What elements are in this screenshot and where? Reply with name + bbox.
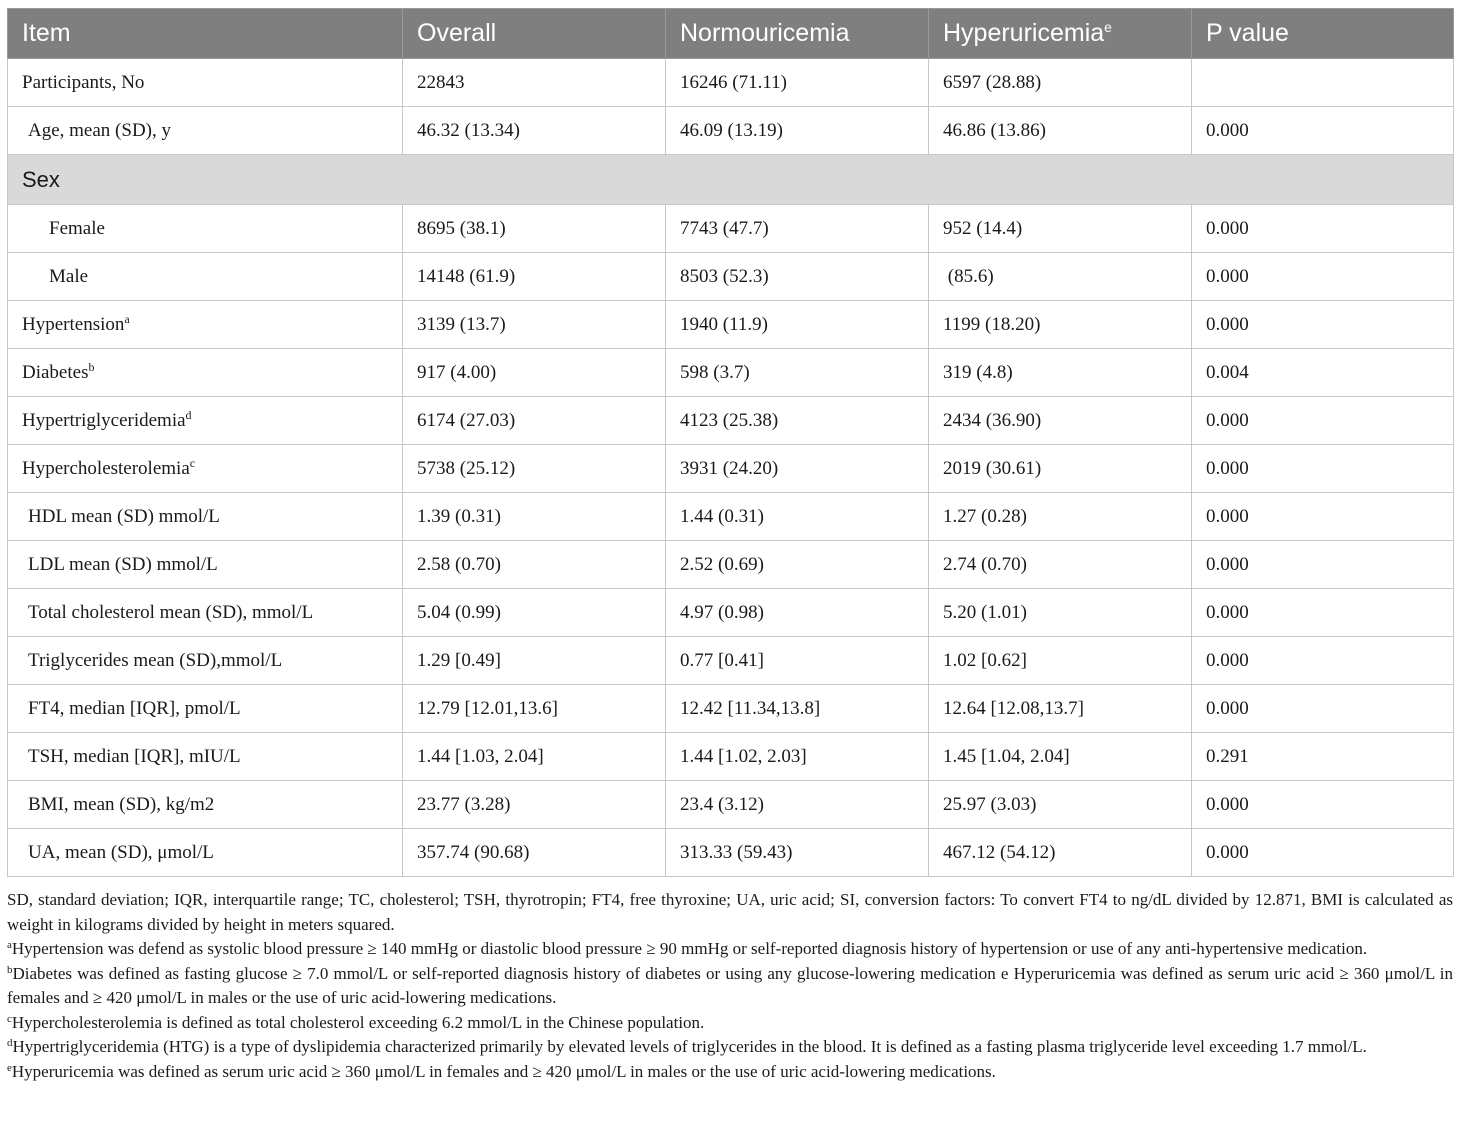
cell-normouricemia: 12.42 [11.34,13.8] <box>666 685 929 733</box>
header-label: Hyperuricemia <box>943 19 1105 47</box>
table-row <box>8 733 1454 781</box>
cell-item <box>8 205 403 253</box>
cell-item <box>8 781 403 829</box>
header-p-value <box>1192 9 1454 59</box>
item-label: Male <box>49 265 89 287</box>
cell-item <box>8 685 403 733</box>
cell-p-value: 0.000 <box>1192 397 1454 445</box>
cell-normouricemia: 598 (3.7) <box>666 349 929 397</box>
cell-normouricemia: 16246 (71.11) <box>666 59 929 107</box>
cell-p-value: 0.291 <box>1192 733 1454 781</box>
table-row <box>8 637 1454 685</box>
cell-overall: 22843 <box>403 59 666 107</box>
table-row <box>8 59 1454 107</box>
table-row <box>8 493 1454 541</box>
cell-p-value: 0.000 <box>1192 493 1454 541</box>
cell-normouricemia: 23.4 (3.12) <box>666 781 929 829</box>
cell-overall: 1.44 [1.03, 2.04] <box>403 733 666 781</box>
item-label: TSH, median [IQR], mIU/L <box>28 745 241 767</box>
table-row <box>8 589 1454 637</box>
cell-overall: 14148 (61.9) <box>403 253 666 301</box>
cell-normouricemia: 1.44 [1.02, 2.03] <box>666 733 929 781</box>
cell-overall: 12.79 [12.01,13.6] <box>403 685 666 733</box>
table-row <box>8 781 1454 829</box>
footnote-marker: d <box>7 1037 13 1049</box>
cell-normouricemia: 1940 (11.9) <box>666 301 929 349</box>
cell-overall: 23.77 (3.28) <box>403 781 666 829</box>
cell-hyperuricemia: 952 (14.4) <box>929 205 1192 253</box>
cell-hyperuricemia: 1.27 (0.28) <box>929 493 1192 541</box>
item-label: FT4, median [IQR], pmol/L <box>28 697 241 719</box>
cell-overall: 3139 (13.7) <box>403 301 666 349</box>
cell-hyperuricemia: 1.45 [1.04, 2.04] <box>929 733 1192 781</box>
cell-overall: 2.58 (0.70) <box>403 541 666 589</box>
cell-normouricemia: 7743 (47.7) <box>666 205 929 253</box>
table-row <box>8 829 1454 877</box>
cell-hyperuricemia: 12.64 [12.08,13.7] <box>929 685 1192 733</box>
item-label: Female <box>49 217 105 239</box>
header-label: Normouricemia <box>680 19 850 47</box>
footnote <box>7 1060 1453 1085</box>
table-row <box>8 685 1454 733</box>
footnote-text: Diabetes was defined as fasting glucose ≥ 7.0 mmol/L or self-reported diagnosis history of diabetes or using any glucose-lowering medication e Hyperuricemia was defined as serum uric acid ≥ 360 μmol/L in females and ≥ 420 μmol/L in males or the use of uric acid-lowering medications. <box>7 963 1453 1007</box>
cell-hyperuricemia: 2.74 (0.70) <box>929 541 1192 589</box>
footnotes <box>7 888 1453 1084</box>
cell-overall: 5.04 (0.99) <box>403 589 666 637</box>
cell-p-value: 0.000 <box>1192 829 1454 877</box>
header-label: Overall <box>417 19 497 47</box>
cell-item <box>8 59 403 107</box>
table-container <box>7 8 1453 877</box>
cell-hyperuricemia: 5.20 (1.01) <box>929 589 1192 637</box>
cell-normouricemia: 3931 (24.20) <box>666 445 929 493</box>
cell-normouricemia: 4.97 (0.98) <box>666 589 929 637</box>
header-label: P value <box>1206 19 1289 47</box>
cell-hyperuricemia: 25.97 (3.03) <box>929 781 1192 829</box>
item-label: HDL mean (SD) mmol/L <box>28 505 220 527</box>
cell-p-value: 0.000 <box>1192 205 1454 253</box>
footnote-marker: b <box>7 963 13 976</box>
cell-normouricemia: 2.52 (0.69) <box>666 541 929 589</box>
item-label: UA, mean (SD), μmol/L <box>28 841 214 863</box>
cell-p-value: 0.000 <box>1192 781 1454 829</box>
cell-hyperuricemia: 46.86 (13.86) <box>929 107 1192 155</box>
cell-hyperuricemia: 1.02 [0.62] <box>929 637 1192 685</box>
footnote-text: Hyperuricemia was defined as serum uric acid ≥ 360 μmol/L in females and ≥ 420 μmol/L in males or the use of uric acid-lowering medications. <box>11 1061 996 1081</box>
footnote <box>7 888 1453 937</box>
item-label: Triglycerides mean (SD),mmol/L <box>28 649 283 671</box>
cell-hyperuricemia: 467.12 (54.12) <box>929 829 1192 877</box>
item-label: Participants, No <box>22 71 145 93</box>
cell-item <box>8 493 403 541</box>
cell-overall: 5738 (25.12) <box>403 445 666 493</box>
table-header <box>8 9 1454 59</box>
cell-p-value: 0.000 <box>1192 637 1454 685</box>
cell-hyperuricemia: 319 (4.8) <box>929 349 1192 397</box>
cell-normouricemia: 4123 (25.38) <box>666 397 929 445</box>
cell-p-value <box>1192 59 1454 107</box>
footnote-text: Hypercholesterolemia is defined as total cholesterol exceeding 6.2 mmol/L in the Chinese population. <box>11 1012 705 1032</box>
footnote-text: Hypertension was defend as systolic blood pressure ≥ 140 mmHg or diastolic blood pressure ≥ 90 mmHg or self-reported diagnosis history of hypertension or use of any anti-hypertensive medication. <box>11 939 1368 958</box>
table-row <box>8 397 1454 445</box>
item-superscript: d <box>185 407 192 422</box>
cell-item <box>8 445 403 493</box>
cell-normouricemia: 0.77 [0.41] <box>666 637 929 685</box>
cell-hyperuricemia: 1199 (18.20) <box>929 301 1192 349</box>
cell-item <box>8 397 403 445</box>
footnote-marker: c <box>7 1012 12 1025</box>
cell-item <box>8 829 403 877</box>
cell-p-value: 0.000 <box>1192 589 1454 637</box>
cell-overall: 917 (4.00) <box>403 349 666 397</box>
cell-p-value: 0.000 <box>1192 445 1454 493</box>
item-label: LDL mean (SD) mmol/L <box>28 553 218 575</box>
cell-p-value: 0.000 <box>1192 107 1454 155</box>
item-label: Hypercholesterolemia <box>22 457 190 479</box>
section-row <box>8 155 1454 205</box>
table-row <box>8 107 1454 155</box>
cell-overall: 46.32 (13.34) <box>403 107 666 155</box>
cell-p-value: 0.000 <box>1192 685 1454 733</box>
cell-item <box>8 541 403 589</box>
cell-p-value: 0.004 <box>1192 349 1454 397</box>
table-row <box>8 205 1454 253</box>
cell-item <box>8 349 403 397</box>
table-body <box>8 59 1454 877</box>
footnote-text: SD, standard deviation; IQR, interquartile range; TC, cholesterol; TSH, thyrotropin; FT4, free thyroxine; UA, uric acid; SI, conversion factors: To convert FT4 to ng/dL divided by 12.871, BMI is calculated as weight in kilograms divided by height in meters squared. <box>7 890 1453 934</box>
item-label: Age, mean (SD), y <box>28 119 171 141</box>
table-row <box>8 349 1454 397</box>
header-label: Item <box>22 19 71 47</box>
cell-item <box>8 589 403 637</box>
section-label: Sex <box>8 155 1454 205</box>
table-row <box>8 253 1454 301</box>
data-table <box>7 8 1454 877</box>
table-row <box>8 301 1454 349</box>
table-row <box>8 445 1454 493</box>
cell-overall: 357.74 (90.68) <box>403 829 666 877</box>
item-superscript: b <box>88 359 95 374</box>
cell-overall: 1.29 [0.49] <box>403 637 666 685</box>
item-label: Total cholesterol mean (SD), mmol/L <box>28 601 314 623</box>
cell-item <box>8 301 403 349</box>
item-superscript: c <box>189 455 196 470</box>
item-superscript: a <box>124 311 130 326</box>
table-row <box>8 541 1454 589</box>
cell-item <box>8 253 403 301</box>
cell-item <box>8 733 403 781</box>
header-hyperuricemia <box>929 9 1192 59</box>
item-label: Diabetes <box>22 361 89 383</box>
item-label: Hypertriglyceridemia <box>22 409 186 431</box>
header-normouricemia <box>666 9 929 59</box>
header-item <box>8 9 403 59</box>
cell-normouricemia: 46.09 (13.19) <box>666 107 929 155</box>
cell-hyperuricemia: 2434 (36.90) <box>929 397 1192 445</box>
cell-normouricemia: 8503 (52.3) <box>666 253 929 301</box>
cell-overall: 1.39 (0.31) <box>403 493 666 541</box>
cell-p-value: 0.000 <box>1192 541 1454 589</box>
cell-overall: 8695 (38.1) <box>403 205 666 253</box>
item-label: Hypertension <box>22 313 125 335</box>
footnote <box>7 1011 1453 1036</box>
cell-p-value: 0.000 <box>1192 301 1454 349</box>
cell-p-value: 0.000 <box>1192 253 1454 301</box>
cell-hyperuricemia: 6597 (28.88) <box>929 59 1192 107</box>
header-superscript: e <box>1104 19 1112 35</box>
cell-normouricemia: 1.44 (0.31) <box>666 493 929 541</box>
footnote <box>7 937 1453 962</box>
cell-item <box>8 107 403 155</box>
cell-hyperuricemia: 2019 (30.61) <box>929 445 1192 493</box>
header-row <box>8 9 1454 59</box>
header-overall <box>403 9 666 59</box>
cell-item <box>8 637 403 685</box>
cell-hyperuricemia: (85.6) <box>929 253 1192 301</box>
footnote <box>7 1035 1453 1060</box>
item-label: BMI, mean (SD), kg/m2 <box>28 793 215 815</box>
cell-overall: 6174 (27.03) <box>403 397 666 445</box>
footnote-marker: a <box>7 939 12 951</box>
footnote <box>7 962 1453 1011</box>
footnote-text: Hypertriglyceridemia (HTG) is a type of dyslipidemia characterized primarily by elevated levels of triglycerides in the blood. It is defined as a fasting plasma triglyceride level exceeding 1.7 mmol/L. <box>12 1037 1367 1056</box>
cell-normouricemia: 313.33 (59.43) <box>666 829 929 877</box>
footnote-marker: e <box>7 1061 12 1074</box>
